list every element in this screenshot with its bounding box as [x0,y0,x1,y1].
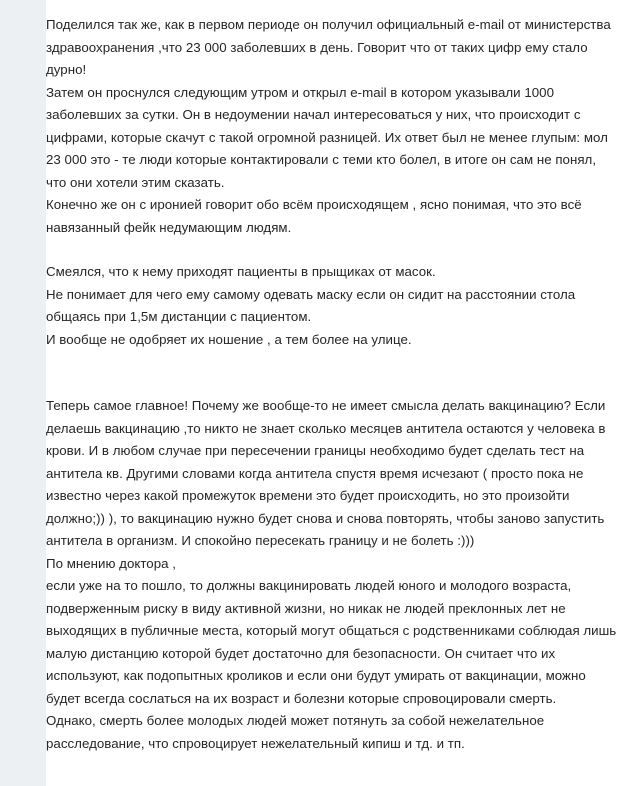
paragraph-spacer [46,239,620,261]
paragraph: Не понимает для чего ему самому одевать маску если он сидит на расстоянии стола общаясь при 1,5м дистанции с пациентом. [46,286,576,324]
paragraph: Теперь самое главное! Почему же вообще-то не имеет смысла делать вакцинацию? Если делаешь вакцинацию ,то никто не знает сколько месяцев антитела остаются у человека в крови. И в любом случае при пересечении границы необходимо будет сделать тест на антитела кв. Другими словами когда антитела спустя время исчезают ( просто пока не известно через какой промежуток времени это будет происходить, но это произойти должно;)) ), то вакцинацию нужно будет снова и снова повторять, чтобы заново запустить антитела в организм. И спокойно пересекать границу и не болеть :))) [46,398,606,548]
paragraph: И вообще не одобряет их ношение , а тем более на улице. [46,331,412,347]
left-gutter [0,0,46,786]
paragraph: По мнению доктора , [46,555,176,571]
paragraph: Конечно же он с иронией говорит обо всём происходящем , ясно понимая, что это всё навязанный фейк недумающим людям. [46,197,582,235]
document-content [46,0,632,786]
paragraph: Смеялся, что к нему приходят пациенты в прыщиках от масок. [46,264,436,279]
paragraph-spacer [46,351,620,395]
paragraph: Однако, смерть более молодых людей может потянуть за собой нежелательное расследование, что спровоцирует нежелательный кипиш и тд. и тп. [46,713,545,751]
paragraph: если уже на то пошло, то должны вакцинировать людей юного и молодого возраста, подверженным риску в виду активной жизни, но никак не людей преклонных лет не выходящих в публичные места, который могут общаться с родственниками соблюдая лишь малую дистанцию которой будет достаточно для безопасности. Он считает что их используют, как подопытных кроликов и если они будут умирать от вакцинации, можно будет всегда сослаться на их возраст и болезни которые спровоцировали смерть. [46,578,617,706]
paragraph: Затем он проснулся следующим утром и открыл e-mail в котором указывали 1000 заболевших за сутки. Он в недоумении начал интересоваться у них, что происходит с цифрами, которые скачут с такой огромной разницей. Их ответ был не менее глупым: мол 23 000 это - те люди которые контактировали с теми кто болел, в итоге он сам не понял, что они хотели этим сказать. [46,84,608,190]
paragraph: Поделился так же, как в первом периоде он получил официальный e-mail от министерства здравоохранения ,что 23 000 заболевших в день. Говорит что от таких цифр ему стало дурно! [46,17,611,77]
